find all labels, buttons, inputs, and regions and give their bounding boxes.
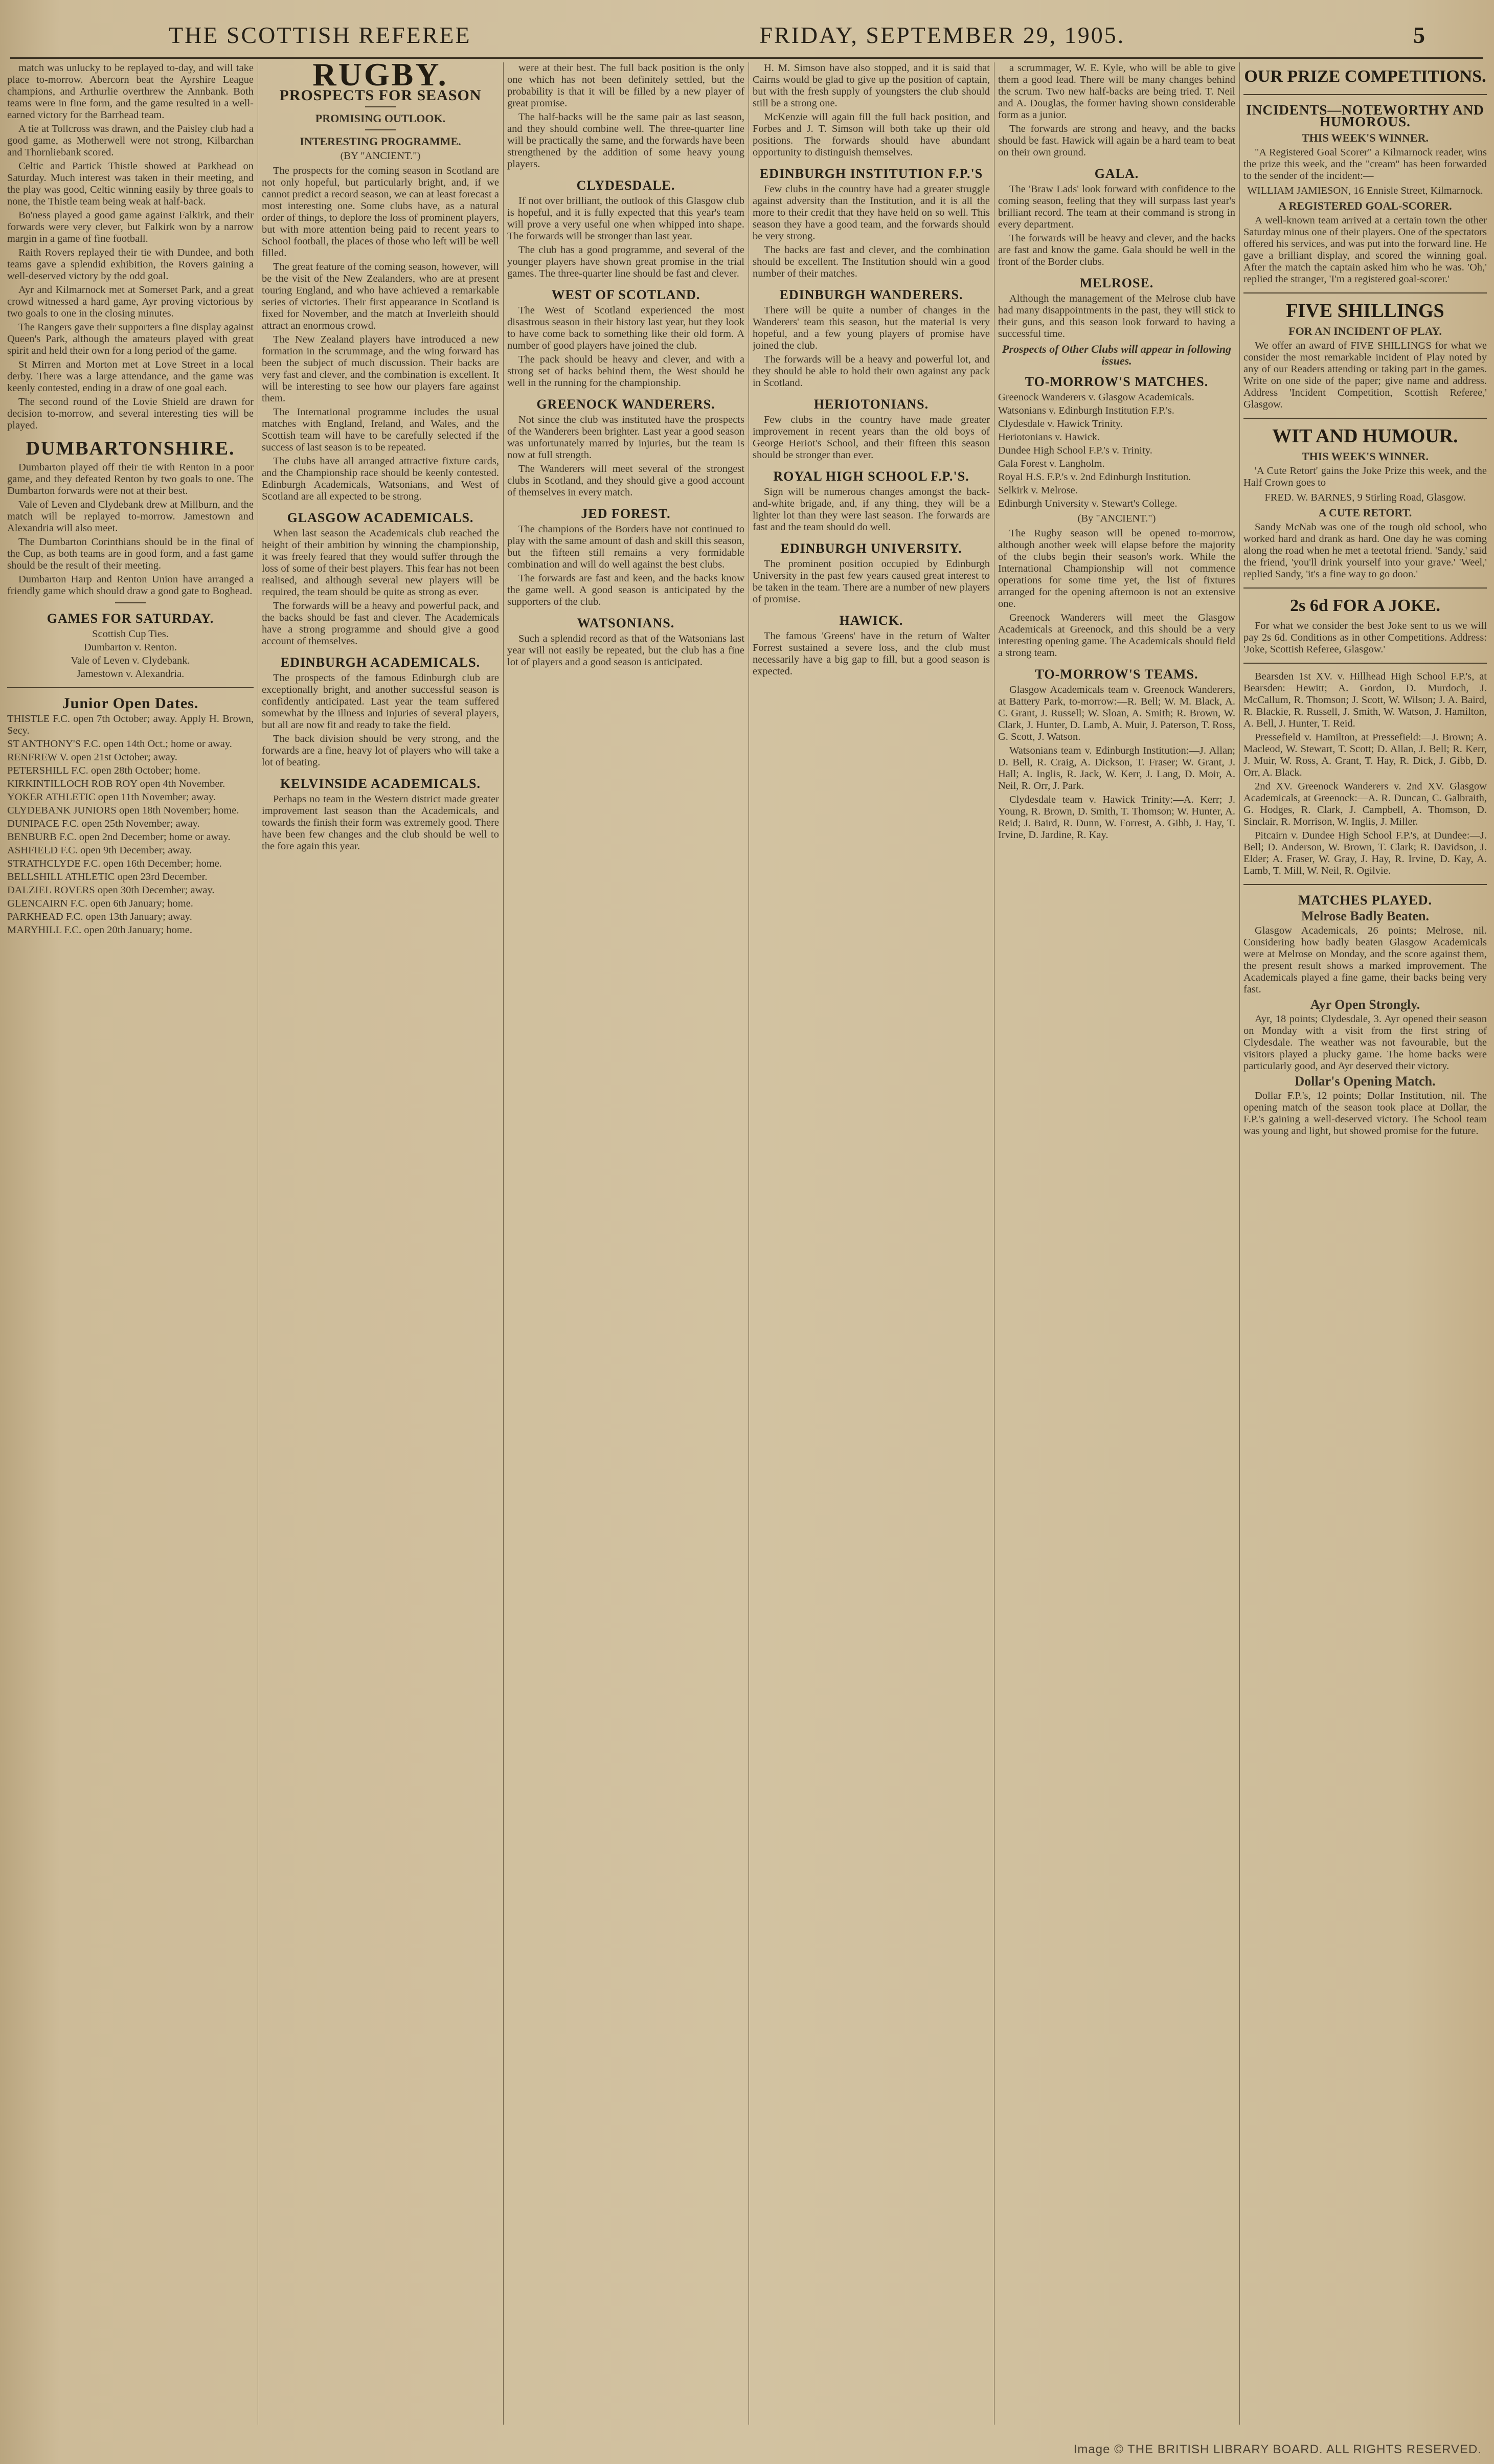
paragraph: St Mirren and Morton met at Love Street in a local derby. There was a large attendance, and the game was keenly contested, ending in a draw of one goal each. [7, 359, 254, 394]
west-of-scotland-body [507, 305, 744, 389]
team-lists [1243, 671, 1487, 877]
paragraph: The champions of the Borders have not continued to play with the same amount of dash and skill this season, but the fifteen still remains a very formidable combination and will do well against the best clubs. [507, 524, 744, 570]
paragraph: The second round of the Lovie Shield are drawn for decision to-morrow, and several interesting ties will be played. [7, 396, 254, 431]
list-item: THISTLE F.C. open 7th October; away. Apply H. Brown, Secy. [7, 713, 254, 736]
col4-intro [753, 62, 990, 159]
column-6 [1243, 62, 1487, 2425]
page-number: 5 [1413, 21, 1427, 48]
paragraph: The 'Braw Lads' look forward with confidence to the coming season, feeling that they will surpass last year's brilliant record. The team at their command is strong in every department. [998, 184, 1235, 230]
paragraph: 2nd XV. Greenock Wanderers v. 2nd XV. Glasgow Academicals, at Greenock:—A. R. Duncan, C. Galbraith, G. Hodges, R. Clark, J. Campbell, A. Thomson, D. Sinclair, R. Morrison, W. Inglis, J. Miller. [1243, 781, 1487, 827]
tomorrows-teams-heading: TO-MORROW'S TEAMS. [1035, 667, 1198, 682]
paragraph: The forwards are strong and heavy, and the backs should be fast. Hawick will again be a hard team to beat on their own ground. [998, 123, 1235, 158]
glasgow-academicals-body [262, 528, 499, 647]
paragraph: The forwards are fast and keen, and the backs know the game well. A good season is anticipated by the supporters of the club. [507, 573, 744, 607]
ancient-byline: (By "ANCIENT.") [1077, 513, 1156, 524]
heriotonians-heading: HERIOTONIANS. [813, 397, 929, 412]
five-shillings-text: We offer an award of FIVE SHILLINGS for what we consider the most remarkable incident of Play noted by any of our Readers attending or taking part in the games. Write on one side of the paper; give name and address. Address 'Incident Competition, Scottish Referee,' Glasgow. [1243, 340, 1487, 410]
paragraph: The forwards will be heavy and clever, and the backs are fast and know the game. Gala should be well in the front of the Border clubs. [998, 233, 1235, 267]
list-item: ASHFIELD F.C. open 9th December; away. [7, 845, 192, 856]
paragraph: The Dumbarton Corinthians should be in the final of the Cup, as both teams are in good form, and a fast game should be the result of their meeting. [7, 536, 254, 571]
paragraph: Dumbarton Harp and Renton Union have arranged a friendly game which should draw a good gate to Boghead. [7, 574, 254, 597]
prospects-note: Prospects of Other Clubs will appear in following issues. [1002, 343, 1231, 367]
paragraph: The Rangers gave their supporters a fine display against Queen's Park, although the amateurs played with great spirit and held their own for a long period of the game. [7, 322, 254, 356]
edinburgh-institution-heading: EDINBURGH INSTITUTION F.P.'S [759, 166, 983, 181]
paragraph: Bearsden 1st XV. v. Hillhead High School F.P.'s, at Bearsden:—Hewitt; A. Gordon, D. Murdoch, J. McCallum, R. Thomson; J. Scott, W. Wilson; J. A. Baird, R. Blackie, R. Russell, J. Smith, W. Watson, J. Hamilton, A. Bell, J. Hunter, T. Reid. [1243, 671, 1487, 729]
list-item: Heriotonians v. Hawick. [998, 432, 1100, 443]
column-4 [753, 62, 990, 2425]
column-2 [262, 62, 499, 2425]
wit-winner-heading: THIS WEEK'S WINNER. [1302, 450, 1429, 463]
col1-intro [7, 62, 254, 432]
this-week-winner-heading: THIS WEEK'S WINNER. [1302, 131, 1429, 144]
junior-open-dates-list [7, 713, 254, 936]
paragraph: The prospects of the famous Edinburgh club are exceptionally bright, and another successful season is confidently anticipated. Last year the team suffered somewhat by the illness and injuries of several players, but all are now fit and ready to take the field. [262, 672, 499, 731]
paragraph: The forwards will be a heavy and powerful lot, and they should be able to hold their own against any pack in Scotland. [753, 354, 990, 389]
list-item: Royal H.S. F.P.'s v. 2nd Edinburgh Institution. [998, 471, 1191, 483]
list-item: Dundee High School F.P.'s v. Trinity. [998, 445, 1152, 456]
paragraph: The clubs have all arranged attractive fixture cards, and the Championship race should be keenly contested. Edinburgh Academicals, Watsonians, and West of Scotland are all expected to be strong. [262, 456, 499, 502]
list-item: DUNIPACE F.C. open 25th November; away. [7, 818, 200, 829]
paragraph: The prospects for the coming season in Scotland are not only hopeful, but particularly bright, and, if we cannot predict a record season, we can at least forecast a most interesting one. Some clubs have, as a natural order of things, to deplore the loss of prominent players, but with more attention being paid to recent years to School football, the places of those who left will be well filled. [262, 165, 499, 259]
edinburgh-institution-body [753, 184, 990, 280]
paragraph: If not over brilliant, the outlook of this Glasgow club is hopeful, and it is fully expected that this year's team will prove a very useful one when whipped into shape. The forwards will be stronger than last year. [507, 195, 744, 242]
column-5 [998, 62, 1235, 2425]
edinburgh-academicals-heading: EDINBURGH ACADEMICALS. [280, 655, 481, 670]
list-item: Watsonians v. Edinburgh Institution F.P.'s. [998, 405, 1174, 416]
greenock-wanderers-body [507, 414, 744, 499]
joke-text: For what we consider the best Joke sent to us we will pay 2s 6d. Conditions as in other Competitions. Address: 'Joke, Scottish Referee, Glasgow.' [1243, 620, 1487, 655]
list-item: GLENCAIRN F.C. open 6th January; home. [7, 898, 193, 909]
paragraph: The great feature of the coming season, however, will be the visit of the New Zealanders, who are at present touring England, and who have achieved a remarkable series of victories. Their first appearance in Scotland is fixed for November, and the match at Inverleith should attract an enormous crowd. [262, 261, 499, 331]
paragraph: Watsonians team v. Edinburgh Institution:—J. Allan; D. Bell, R. Craig, A. Dickson, T. Fraser; W. Grant, J. Hall; A. Inglis, R. Jack, W. Kerr, J. Lang, D. Moir, A. Neil, R. Orr, J. Park. [998, 745, 1235, 792]
royal-high-school-body [753, 486, 990, 533]
dumbartonshire-body [7, 462, 254, 597]
paragraph: Few clubs in the country have made greater improvement in recent years than the old boys of George Heriot's School, and their fifteen this season should be stronger than ever. [753, 414, 990, 461]
paragraph: Pressefield v. Hamilton, at Pressefield:—J. Brown; A. Macleod, W. Stewart, T. Scott; D. Allan, J. Bell; R. Kerr, J. Muir, W. Ross, A. Grant, T. Hay, R. Dick, J. Gibb, D. Orr, A. Black. [1243, 732, 1487, 778]
paragraph: McKenzie will again fill the full back position, and Forbes and J. T. Simson will both take up their old positions. The forwards should have abundant opportunity to distinguish themselves. [753, 111, 990, 158]
greenock-wanderers-heading: GREENOCK WANDERERS. [536, 397, 715, 412]
paragraph: Pitcairn v. Dundee High School F.P.'s, at Dundee:—J. Bell; D. Anderson, W. Brown, T. Clark; R. Davidson, J. Elder; A. Fraser, W. Gray, J. Hay, R. Irvine, D. Kay, A. Lamb, T. Mill, W. Neil, R. Ogilvie. [1243, 830, 1487, 876]
list-item: Dumbarton v. Renton. [83, 642, 177, 653]
edinburgh-wanderers-heading: EDINBURGH WANDERERS. [779, 287, 963, 302]
edinburgh-wanderers-body [753, 305, 990, 389]
column-3 [507, 62, 744, 2425]
list-item: Greenock Wanderers v. Glasgow Academicals. [998, 392, 1194, 403]
subheadline-outlook: PROMISING OUTLOOK. [315, 112, 446, 125]
kelvinside-academicals-heading: KELVINSIDE ACADEMICALS. [280, 776, 481, 791]
dumbartonshire-heading: DUMBARTONSHIRE. [26, 438, 235, 459]
melrose-heading: MELROSE. [1079, 276, 1154, 290]
paragraph: The International programme includes the usual matches with England, Ireland, and Wales, and the Scottish team will have to be carefully selected if the success of last season is to be repeated. [262, 406, 499, 453]
paragraph: The Wanderers will meet several of the strongest clubs in Scotland, and they should give a good account of themselves in every match. [507, 463, 744, 498]
paragraph: Perhaps no team in the Western district made greater improvement last season than the Academicals, and towards the finish their form was extremely good. There have been few changes and the club should be well to the fore again this year. [262, 794, 499, 852]
cute-retort-heading: A CUTE RETORT. [1318, 506, 1412, 519]
column-rule [503, 62, 504, 2425]
edinburgh-academicals-body [262, 672, 499, 768]
melrose-beaten-text: Glasgow Academicals, 26 points; Melrose, nil. Considering how badly beaten Glasgow Academicals were at Melrose on Monday, and the score against them, the present result shows a marked improvement. The Academicals played a fine game, their backs being very fast. [1243, 925, 1487, 995]
paragraph: The back division should be very strong, and the forwards are a fine, heavy lot of players who will take a lot of beating. [262, 733, 499, 768]
paragraph: The prominent position occupied by Edinburgh University in the past few years caused great interest to be taken in the team. There are a number of new players of promise. [753, 558, 990, 605]
paragraph: Raith Rovers replayed their tie with Dundee, and both teams gave a splendid exhibition, the Rovers gaining a well-deserved victory by the odd goal. [7, 247, 254, 282]
games-heading: GAMES FOR SATURDAY. [47, 611, 214, 626]
subheadline-programme: INTERESTING PROGRAMME. [300, 135, 461, 148]
list-item: CLYDEBANK JUNIORS open 18th November; home. [7, 805, 239, 816]
paragraph: Glasgow Academicals team v. Greenock Wanderers, at Battery Park, to-morrow:—R. Bell; W. M. Black, A. C. Grant, J. Russell; W. Sloan, A. Smith; R. Brown, W. Clark, J. Hunter, D. Lamb, A. Muir, J. Paterson, T. Ross, G. Scott, J. Watson. [998, 684, 1235, 742]
list-item: Edinburgh University v. Stewart's College. [998, 498, 1178, 509]
list-item: PARKHEAD F.C. open 13th January; away. [7, 911, 192, 922]
divider [1243, 884, 1487, 885]
paragraph: The half-backs will be the same pair as last season, and they should combine well. The three-quarter line will be practically the same, and the forwards have been strengthened by the addition of some heavy young players. [507, 111, 744, 170]
list-item: KIRKINTILLOCH ROB ROY open 4th November. [7, 778, 225, 789]
tomorrows-matches-list [998, 392, 1235, 510]
list-item: DALZIEL ROVERS open 30th December; away. [7, 885, 215, 896]
paragraph: Not since the club was instituted have the prospects of the Wanderers been brighter. Last year a good season was unfortunately marred by injuries, but the team is now at full strength. [507, 414, 744, 461]
paragraph: Clydesdale team v. Hawick Trinity:—A. Kerr; J. Young, R. Brown, D. Smith, T. Thomson; W. Hunter, A. Reid; J. Baird, R. Dunn, W. Forrest, A. Gibb, J. Hay, T. Irvine, D. Jardine, R. Kay. [998, 794, 1235, 841]
paragraph: The backs are fast and clever, and the combination should be excellent. The Institution should win a good number of their matches. [753, 244, 990, 279]
paragraph: The club has a good programme, and several of the younger players have shown great promise in the trial games. The three-quarter line should be fast and clever. [507, 244, 744, 279]
divider [365, 106, 396, 107]
paragraph: Dumbarton played off their tie with Renton in a poor game, and they defeated Renton by two goals to one. The Dumbarton forwards were not at their best. [7, 462, 254, 496]
divider [1243, 418, 1487, 419]
paragraph: Such a splendid record as that of the Watsonians last year will not easily be repeated, but the club has a fine lot of players and a good season is anticipated. [507, 633, 744, 668]
ayr-text: Ayr, 18 points; Clydesdale, 3. Ayr opened their season on Monday with a visit from the first string of Clydesdale. The weather was not favourable, but the visitors played a plucky game. The home backs were particularly good, and Ayr deserved their victory. [1243, 1013, 1487, 1072]
winner-1-text: "A Registered Goal Scorer" a Kilmarnock reader, wins the prize this week, and the "cream" has been forwarded to the sender of the incident:— [1243, 147, 1487, 182]
col3-intro [507, 62, 744, 170]
paragraph: The Rugby season will be opened to-morrow, although another week will elapse before the majority of the clubs begin their season's work. While the International Championship will not commence operations for some time yet, the list of fixtures arranged for the opening afternoon is not an extensive one. [998, 528, 1235, 609]
paragraph: A tie at Tollcross was drawn, and the Paisley club had a good game, as Motherwell were not strong, Kilbarchan and Thornliebank scored. [7, 123, 254, 158]
melrose-body [998, 293, 1235, 340]
paragraph: The famous 'Greens' have in the return of Walter Forrest sustained a severe loss, and the club must necessarily have a big gap to fill, but a good season is expected. [753, 630, 990, 677]
divider [7, 687, 254, 688]
clydesdale-body [507, 195, 744, 280]
list-item: Selkirk v. Melrose. [998, 485, 1078, 496]
divider [365, 129, 396, 130]
list-item: RENFREW V. open 21st October; away. [7, 752, 177, 763]
divider [115, 602, 146, 603]
jed-forest-body [507, 524, 744, 608]
list-item: Scottish Cup Ties. [92, 628, 169, 640]
masthead-rule [10, 57, 1483, 59]
list-item: Gala Forest v. Langholm. [998, 458, 1105, 469]
junior-open-dates-heading: Junior Open Dates. [62, 695, 199, 712]
paragraph: There will be quite a number of changes in the Wanderers' team this season, but the material is very hopeful, and a few young players of promise have joined the club. [753, 305, 990, 351]
paragraph: The pack should be heavy and clever, and with a strong set of backs behind them, the West should be well in the running for the championship. [507, 354, 744, 389]
paragraph: Celtic and Partick Thistle showed at Parkhead on Saturday. Much interest was taken in their meeting, and the play was good, Celtic winning easily by three goals to none, the Thistle team being weak at half-back. [7, 161, 254, 207]
watsonians-heading: WATSONIANS. [577, 616, 675, 630]
heriotonians-body [753, 414, 990, 461]
watsonians-body [507, 633, 744, 668]
paragraph: match was unlucky to be replayed to-day, and will take place to-morrow. Abercorn beat the Ayrshire League champions, and Arthurlie overthrew the Annbank. Both teams were in fine form, and the game resulted in a well-earned victory for the Barrhead team. [7, 62, 254, 121]
edinburgh-university-body [753, 558, 990, 605]
divider [1243, 292, 1487, 293]
wit-winner-text: 'A Cute Retort' gains the Joke Prize this week, and the Half Crown goes to [1243, 465, 1487, 488]
col5-intro [998, 62, 1235, 159]
list-item: PETERSHILL F.C. open 28th October; home. [7, 765, 200, 776]
list-item: MARYHILL F.C. open 20th January; home. [7, 924, 193, 936]
list-item: Clydesdale v. Hawick Trinity. [998, 418, 1123, 429]
paragraph: Although the management of the Melrose club have had many disappointments in the past, they will stick to their guns, and this season look forward to having a successful time. [998, 293, 1235, 340]
list-item: Vale of Leven v. Clydebank. [71, 655, 190, 666]
rugby-heading: RUGBY. [312, 62, 448, 93]
paragraph: The forwards will be a heavy and powerful pack, and the backs should be fast and clever. The Academicals have a strong programme and should give a good account of themselves. [262, 600, 499, 647]
prospects-headline: PROSPECTS FOR SEASON [279, 87, 482, 104]
joke-heading: 2s 6d FOR A JOKE. [1290, 596, 1440, 615]
hawick-heading: HAWICK. [839, 613, 903, 628]
glasgow-academicals-heading: GLASGOW ACADEMICALS. [287, 510, 474, 525]
edinburgh-university-heading: EDINBURGH UNIVERSITY. [780, 541, 962, 556]
wit-and-humour-heading: WIT AND HUMOUR. [1272, 425, 1458, 447]
tomorrows-matches-heading: TO-MORROW'S MATCHES. [1025, 374, 1209, 389]
dollar-heading: Dollar's Opening Match. [1295, 1074, 1436, 1089]
list-item: STRATHCLYDE F.C. open 16th December; home. [7, 858, 222, 869]
five-shillings-sub: FOR AN INCIDENT OF PLAY. [1288, 325, 1442, 337]
divider [1243, 663, 1487, 664]
five-shillings-heading: FIVE SHILLINGS [1286, 300, 1444, 322]
prize-competitions-banner: OUR PRIZE COMPETITIONS. [1244, 67, 1486, 86]
paragraph: Greenock Wanderers will meet the Glasgow Academicals at Greenock, and this should be a very interesting opening game. The Academicals should field a strong team. [998, 612, 1235, 659]
dollar-text: Dollar F.P.'s, 12 points; Dollar Institution, nil. The opening match of the season took place at Dollar, the F.P.'s gaining a well-deserved victory. The School team was young and light, but showed promise for the future. [1243, 1090, 1487, 1137]
paragraph: Sign will be numerous changes amongst the back-and-white brigade, and, if any thing, they will be a lighter lot than they were last season. The forwards are fast and the team should do well. [753, 486, 990, 533]
column-1 [7, 62, 254, 2425]
paragraph: Ayr and Kilmarnock met at Somerset Park, and a great crowd witnessed a hard game, Ayr proving victorious by two goals to one in the closing minutes. [7, 284, 254, 319]
gala-heading: GALA. [1094, 166, 1139, 181]
list-item: ST ANTHONY'S F.C. open 14th Oct.; home or away. [7, 738, 232, 750]
divider [1243, 94, 1487, 95]
west-of-scotland-heading: WEST OF SCOTLAND. [551, 287, 700, 302]
goal-scorer-text: A well-known team arrived at a certain town the other Saturday minus one of their players. One of the spectators offered his services, and was put into the forward line. He gave a brilliant display, and scored the winning goal. After the match the captain asked him who he was. 'Oh,' replied the stranger, 'I'm a registered goal-scorer.' [1243, 215, 1487, 285]
games-list [7, 628, 254, 680]
column-rule [1239, 62, 1240, 2425]
masthead-title: THE SCOTTISH REFEREE [169, 21, 471, 48]
winner-1-name: WILLIAM JAMIESON, 16 Ennisle Street, Kilmarnock. [1247, 185, 1483, 196]
goal-scorer-heading: A REGISTERED GOAL-SCORER. [1278, 199, 1452, 212]
masthead [169, 19, 1427, 50]
gala-body [998, 184, 1235, 268]
divider [1243, 587, 1487, 589]
ayr-heading: Ayr Open Strongly. [1310, 997, 1420, 1012]
paragraph: H. M. Simson have also stopped, and it is said that Cairns would be glad to give up the position of captain, but with the fresh supply of youngsters the club should still be a strong one. [753, 62, 990, 109]
jed-forest-heading: JED FOREST. [581, 506, 671, 521]
paragraph: Bo'ness played a good game against Falkirk, and their forwards were very clever, but Falkirk won by a narrow margin in a game of fine football. [7, 210, 254, 244]
paragraph: The West of Scotland experienced the most disastrous season in their history last year, but they look to have come back to something like their old form. A number of good players have joined the club. [507, 305, 744, 351]
matches-played-heading: MATCHES PLAYED. [1298, 893, 1433, 908]
paragraph: were at their best. The full back position is the only one which has not been definitely settled, but the probability is that it will be filled by a new player of great promise. [507, 62, 744, 109]
melrose-beaten-heading: Melrose Badly Beaten. [1301, 909, 1430, 923]
clydesdale-heading: CLYDESDALE. [576, 178, 675, 193]
hawick-body [753, 630, 990, 677]
prospects-body [262, 165, 499, 503]
incidents-heading: INCIDENTS—NOTEWORTHY AND HUMOROUS. [1246, 102, 1484, 129]
list-item: BELLSHILL ATHLETIC open 23rd December. [7, 871, 208, 883]
list-item: BENBURB F.C. open 2nd December; home or away. [7, 831, 231, 843]
paragraph: When last season the Academicals club reached the height of their ambition by winning the championship, it was freely feared that they would suffer through the loss of some of their best players. This fear has not been realised, and although several new players will be required, the team should be quite as strong as ever. [262, 528, 499, 598]
paragraph: The New Zealand players have introduced a new formation in the scrummage, and the wing forward has been the subject of much discussion. Their backs are very fast and clever, and the combination is excellent. It will be interesting to see how our players fare against them. [262, 334, 499, 404]
paragraph: Few clubs in the country have had a greater struggle against adversity than the Institution, and it is all the more to their credit that they have held on so well. This season they have a good team, and the forwards should be very strong. [753, 184, 990, 242]
byline: (BY "ANCIENT.") [340, 150, 421, 162]
tomorrows-teams-body [998, 684, 1235, 841]
cute-retort-text: Sandy McNab was one of the tough old school, who worked hard and drank as hard. One day he was coming along the road when he met a teetotal friend. 'Sandy,' said the friend, 'you'll drink yourself into your grave.' 'Weel,' replied Sandy, 'it's a fine way to go doon.' [1243, 522, 1487, 580]
royal-high-school-heading: ROYAL HIGH SCHOOL F.P.'S. [773, 469, 969, 484]
wit-winner-name: FRED. W. BARNES, 9 Stirling Road, Glasgow. [1264, 492, 1466, 503]
paragraph: Vale of Leven and Clydebank drew at Millburn, and the match will be replayed to-morrow. Jamestown and Alexandria will also meet. [7, 499, 254, 534]
ancient-body [998, 528, 1235, 659]
paragraph: a scrummager, W. E. Kyle, who will be able to give them a good lead. There will be many changes behind the scrum. Two new half-backs are being tried. T. Neil and A. Douglas, the former having shown considerable form as a junior. [998, 62, 1235, 121]
list-item: Jamestown v. Alexandria. [76, 668, 185, 680]
kelvinside-academicals-body [262, 794, 499, 852]
masthead-date: FRIDAY, SEPTEMBER 29, 1905. [759, 21, 1125, 48]
image-credit: Image © THE BRITISH LIBRARY BOARD. ALL RIGHTS RESERVED. [1073, 2443, 1482, 2456]
list-item: YOKER ATHLETIC open 11th November; away. [7, 792, 216, 803]
